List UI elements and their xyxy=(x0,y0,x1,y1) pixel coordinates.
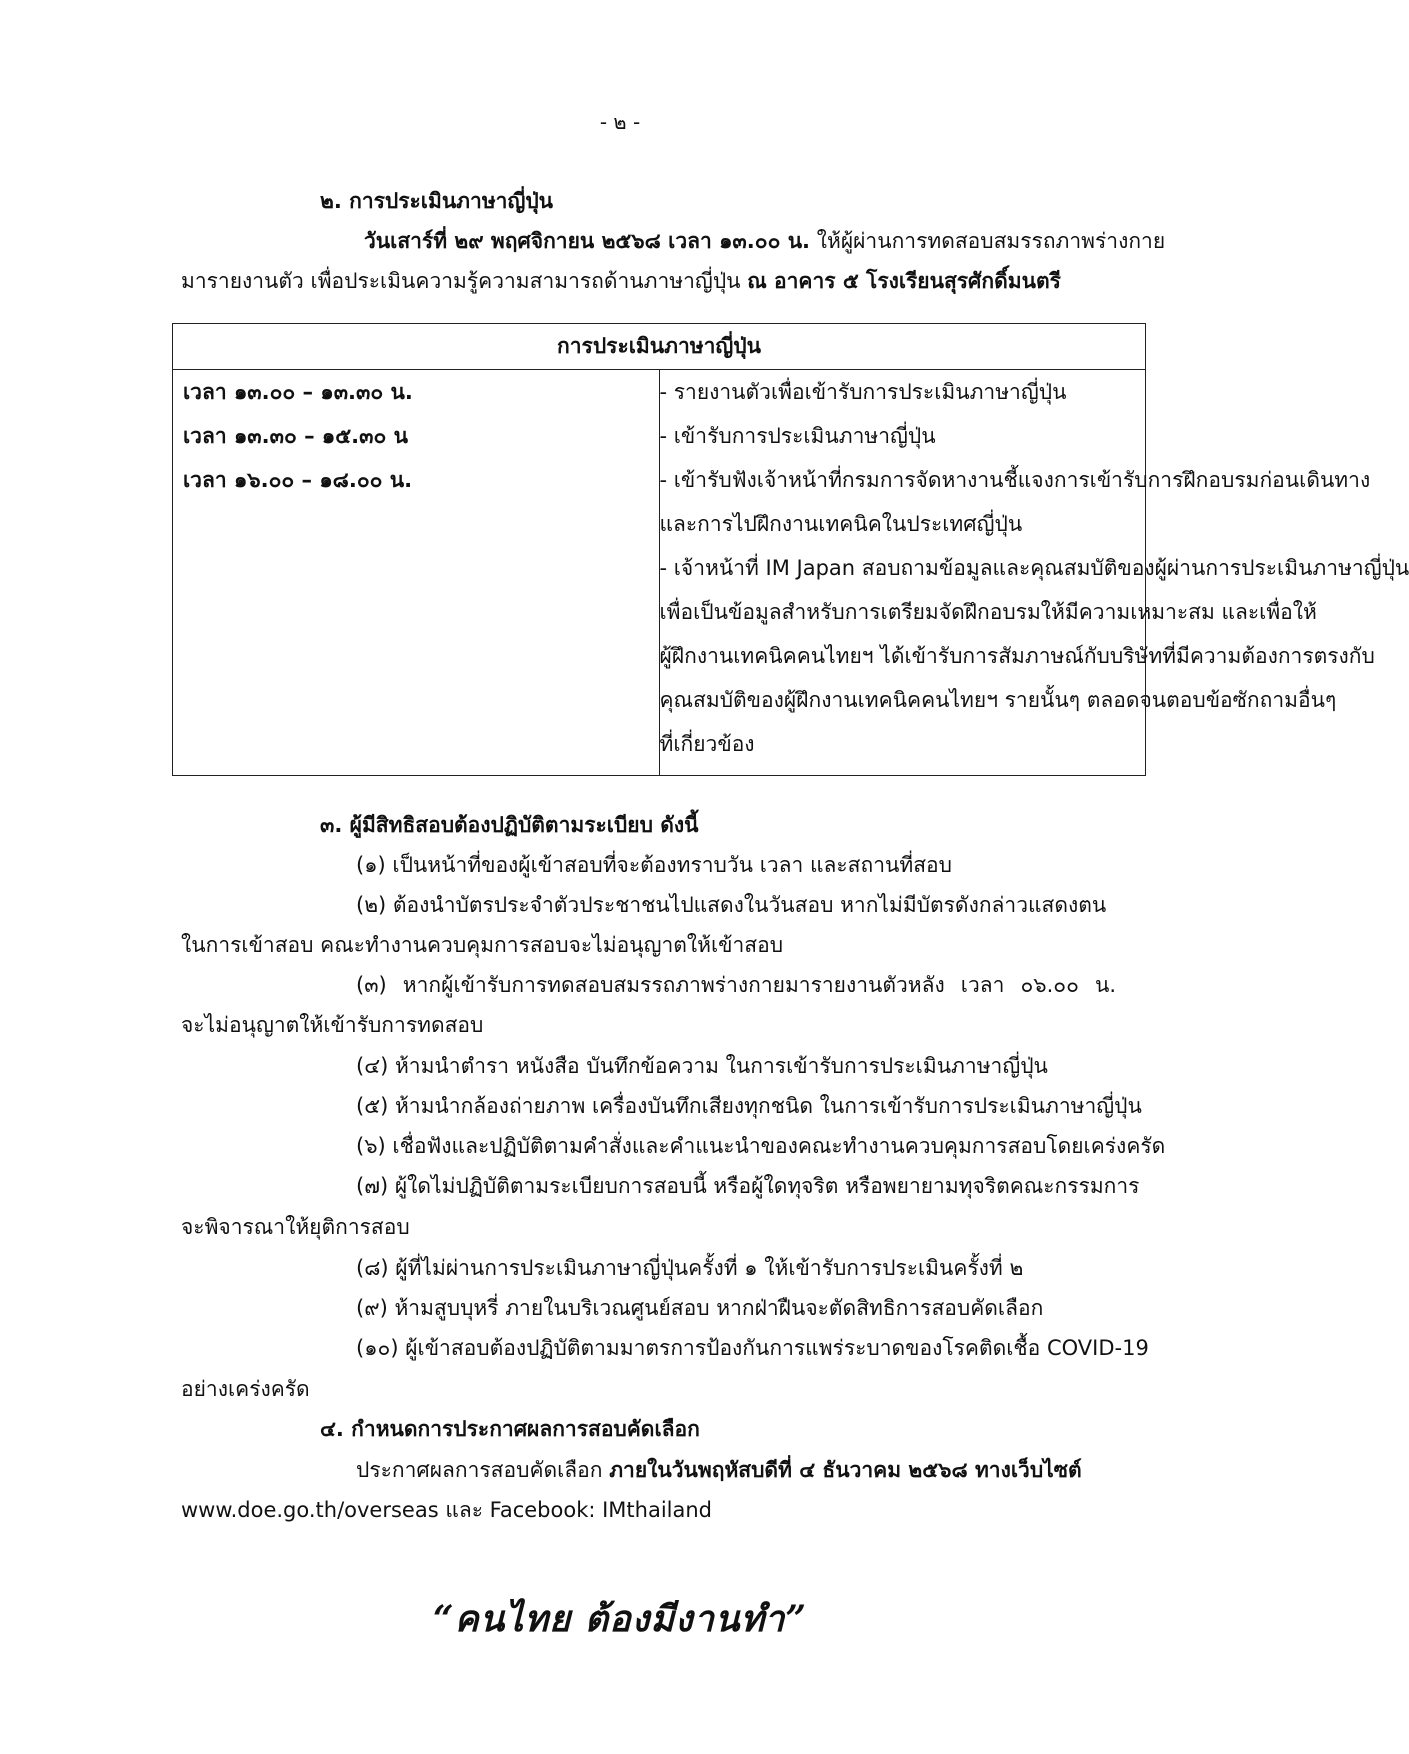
rule-item: (๗) ผู้ใดไม่ปฏิบัติตามระเบียบการสอบนี้ หรือผู้ใดทุจริต หรือพยายามทุจริตคณะกรรมการ xyxy=(356,1174,1140,1198)
rule-item: (๔) ห้ามนำตำรา หนังสือ บันทึกข้อความ ในการเข้ารับการประเมินภาษาญี่ปุ่น xyxy=(356,1054,1048,1078)
section2-paragraph-line1 xyxy=(364,226,1165,256)
activity-line: - เข้ารับการประเมินภาษาญี่ปุ่น xyxy=(659,424,936,448)
rule-item: (๒) ต้องนำบัตรประจำตัวประชาชนไปแสดงในวันสอบ หากไม่มีบัตรดังกล่าวแสดงตน xyxy=(356,893,1107,917)
announcement-text: ประกาศผลการสอบคัดเลือก xyxy=(356,1458,610,1482)
section4-paragraph-line1 xyxy=(356,1455,1082,1485)
rule-item-continuation: จะพิจารณาให้ยุติการสอบ xyxy=(181,1215,410,1239)
announcement-links: www.doe.go.th/overseas และ Facebook: IMthailand xyxy=(181,1498,713,1522)
activity-line: - รายงานตัวเพื่อเข้ารับการประเมินภาษาญี่ปุ่น xyxy=(659,380,1067,404)
activity-line: ที่เกี่ยวข้อง xyxy=(659,732,755,756)
activity-line: คุณสมบัติของผู้ฝึกงานเทคนิคคนไทยฯ รายนั้นๆ ตลอดจนตอบข้อซักถามอื่นๆ xyxy=(659,688,1337,712)
section4-heading: ๔. กำหนดการประกาศผลการสอบคัดเลือก xyxy=(320,1417,700,1441)
rule-item: (๑๐) ผู้เข้าสอบต้องปฏิบัติตามมาตรการป้องกันการแพร่ระบาดของโรคติดเชื้อ COVID-19 xyxy=(356,1336,1149,1360)
section2-paragraph-line2 xyxy=(181,266,1061,296)
activity-line: - เจ้าหน้าที่ IM Japan สอบถามข้อมูลและคุณสมบัติของผู้ผ่านการประเมินภาษาญี่ปุ่น xyxy=(659,556,1409,580)
rule-item-continuation: จะไม่อนุญาตให้เข้ารับการทดสอบ xyxy=(181,1013,484,1037)
rule-item: (๕) ห้ามนำกล้องถ่ายภาพ เครื่องบันทึกเสียงทุกชนิด ในการเข้ารับการประเมินภาษาญี่ปุ่น xyxy=(356,1094,1142,1118)
rule-item: (๑) เป็นหน้าที่ของผู้เข้าสอบที่จะต้องทราบวัน เวลา และสถานที่สอบ xyxy=(356,853,952,877)
time-slot: เวลา ๑๓.๓๐ – ๑๕.๓๐ น xyxy=(183,424,408,448)
rule-item: (๓) หากผู้เข้ารับการทดสอบสมรรถภาพร่างกายมารายงานตัวหลัง เวลา ๐๖.๐๐ น. xyxy=(356,973,1116,997)
activity-line: ผู้ฝึกงานเทคนิคคนไทยฯ ได้เข้ารับการสัมภาษณ์กับบริษัทที่มีความต้องการตรงกับ xyxy=(659,644,1375,668)
activity-line: และการไปฝึกงานเทคนิคในประเทศญี่ปุ่น xyxy=(659,512,1023,536)
page-number: - ๒ - xyxy=(599,110,641,134)
assessment-schedule-table xyxy=(172,323,1409,776)
rule-item-continuation: ในการเข้าสอบ คณะทำงานควบคุมการสอบจะไม่อนุญาตให้เข้าสอบ xyxy=(181,933,784,957)
rule-item-continuation: อย่างเคร่งครัด xyxy=(181,1377,310,1401)
announcement-date: ภายในวันพฤหัสบดีที่ ๔ ธันวาคม ๒๕๖๘ ทางเว็บไซต์ xyxy=(609,1458,1082,1482)
time-slot: เวลา ๑๖.๐๐ – ๑๘.๐๐ น. xyxy=(183,468,413,492)
activity-line: เพื่อเป็นข้อมูลสำหรับการเตรียมจัดฝึกอบรมให้มีความเหมาะสม และเพื่อให้ xyxy=(659,600,1317,624)
rule-item: (๙) ห้ามสูบบุหรี่ ภายในบริเวณศูนย์สอบ หากฝ่าฝืนจะตัดสิทธิการสอบคัดเลือก xyxy=(356,1296,1044,1320)
assessment-date: วันเสาร์ที่ ๒๙ พฤศจิกายน ๒๕๖๘ เวลา ๑๓.๐๐ น. xyxy=(364,229,811,253)
section2-heading: ๒. การประเมินภาษาญี่ปุ่น xyxy=(320,189,554,213)
assessment-venue: ณ อาคาร ๕ โรงเรียนสุรศักดิ์มนตรี xyxy=(747,269,1061,293)
section2-line2-text: มารายงานตัว เพื่อประเมินความรู้ความสามารถด้านภาษาญี่ปุ่น xyxy=(181,269,748,293)
table-header: การประเมินภาษาญี่ปุ่น xyxy=(173,324,1146,370)
section2-line1-text: ให้ผู้ผ่านการทดสอบสมรรถภาพร่างกาย xyxy=(810,229,1166,253)
section3-heading: ๓. ผู้มีสิทธิสอบต้องปฏิบัติตามระเบียบ ดังนี้ xyxy=(320,813,699,837)
rule-item: (๘) ผู้ที่ไม่ผ่านการประเมินภาษาญี่ปุ่นครั้งที่ ๑ ให้เข้ารับการประเมินครั้งที่ ๒ xyxy=(356,1256,1024,1280)
activity-column xyxy=(659,370,1409,776)
activity-line: - เข้ารับฟังเจ้าหน้าที่กรมการจัดหางานชี้แจงการเข้ารับการฝึกอบรมก่อนเดินทาง xyxy=(659,468,1371,492)
slogan: “คนไทย ต้องมีงานทำ” xyxy=(432,1598,808,1640)
time-slot: เวลา ๑๓.๐๐ – ๑๓.๓๐ น. xyxy=(183,380,413,404)
time-column xyxy=(173,370,660,776)
rule-item: (๖) เชื่อฟังและปฏิบัติตามคำสั่งและคำแนะนำของคณะทำงานควบคุมการสอบโดยเคร่งครัด xyxy=(356,1134,1166,1158)
